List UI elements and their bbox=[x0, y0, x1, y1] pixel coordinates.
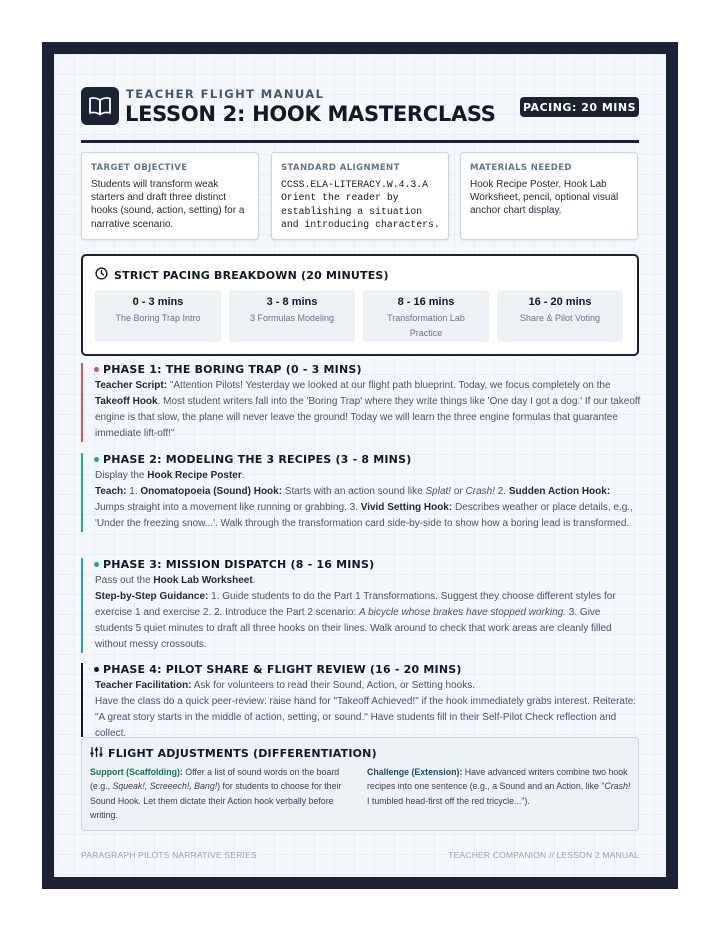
sliders-icon bbox=[90, 746, 103, 761]
teacher-script-label: Teacher Script: bbox=[95, 380, 168, 391]
pacing-step-label: Share & Pilot Voting bbox=[519, 313, 601, 323]
teach-paragraph bbox=[95, 484, 641, 532]
example-word: Splat! bbox=[425, 486, 452, 497]
example-word: Crash! bbox=[604, 781, 631, 792]
takeoff-hook-term: Takeoff Hook bbox=[95, 396, 158, 407]
dark-dot-icon bbox=[94, 667, 99, 672]
example-word: Crash! bbox=[465, 486, 495, 497]
pacing-step-label: The Boring Trap Intro bbox=[115, 313, 201, 323]
sound-words: Squeak!, Screeech!, Bang! bbox=[112, 781, 218, 792]
materials-needed-card bbox=[460, 152, 638, 240]
teach-label: Teach: bbox=[95, 486, 127, 497]
challenge-label: Challenge (Extension): bbox=[367, 767, 463, 777]
card-label: TARGET OBJECTIVE bbox=[91, 163, 188, 173]
pacing-step-time: 16 - 20 mins bbox=[528, 296, 592, 308]
footer-companion: TEACHER COMPANION // LESSON 2 MANUAL bbox=[448, 850, 639, 860]
script-text: "Attention Pilots! Yesterday we looked at our flight path blueprint. Today, we focus completely on the bbox=[167, 380, 611, 391]
text: I tumbled head-first off the red tricycle..."). bbox=[367, 795, 530, 806]
adjustments-heading bbox=[90, 746, 377, 761]
pacing-step-time: 3 - 8 mins bbox=[266, 296, 318, 308]
text: or bbox=[451, 486, 466, 497]
lesson-title: LESSON 2: HOOK MASTERCLASS bbox=[125, 102, 496, 126]
footer-series: PARAGRAPH PILOTS NARRATIVE SERIES bbox=[81, 850, 257, 860]
phase-1 bbox=[81, 363, 641, 442]
card-label: MATERIALS NEEDED bbox=[470, 163, 572, 173]
peer-review-paragraph: Have the class do a quick peer-review: raise hand for "Takeoff Achieved!" if the hook immediately grabs interest. Reiterate: "A great story starts in the middle of action, setting, or sound." Have students fill in their Self-Pilot Check reflection and collect. bbox=[95, 696, 637, 737]
header-divider bbox=[81, 140, 639, 143]
text: Jumps straight into a movement like running or grabbing. 3. bbox=[95, 502, 361, 513]
pacing-breakdown bbox=[81, 254, 639, 356]
red-dot-icon bbox=[94, 367, 99, 372]
phase-title: PHASE 1: THE BORING TRAP (0 - 3 MINS) bbox=[103, 363, 362, 376]
text: Display the bbox=[95, 470, 148, 481]
phase-3-heading bbox=[94, 558, 641, 571]
clock-icon bbox=[95, 267, 108, 283]
pacing-step-label: 3 Formulas Modeling bbox=[249, 313, 335, 323]
pacing-title-row bbox=[95, 267, 389, 283]
pacing-step-time: 8 - 16 mins bbox=[397, 296, 455, 308]
guidance-label: Step-by-Step Guidance: bbox=[95, 591, 209, 602]
text: . bbox=[241, 470, 245, 481]
open-book-icon bbox=[81, 87, 119, 125]
phase-4 bbox=[81, 663, 641, 737]
setting-hook-term: Vivid Setting Hook: bbox=[360, 502, 453, 513]
card-text: CCSS.ELA-LITERACY.W.4.3.A Orient the reader by establishing a situation and introducing characters. bbox=[281, 179, 440, 230]
support-label: Support (Scaffolding): bbox=[90, 767, 183, 777]
flight-adjustments bbox=[81, 737, 639, 831]
pacing-step bbox=[229, 290, 355, 342]
phase-4-heading bbox=[94, 663, 641, 676]
adjustments-title: FLIGHT ADJUSTMENTS (DIFFERENTIATION) bbox=[108, 747, 377, 760]
phase-1-heading bbox=[94, 363, 641, 376]
pacing-step-label: Transformation Lab Practice bbox=[387, 313, 465, 338]
phase-3 bbox=[81, 558, 641, 653]
facilitation-line bbox=[95, 678, 641, 694]
text: 1. Guide students to do the Part 1 Transformations. Suggest they choose different styles for exercise 1 and exercise 2. 2. Introduce the Part 2 scenario: bbox=[95, 591, 616, 618]
phase-body bbox=[95, 573, 641, 653]
green-dot-icon bbox=[94, 457, 99, 462]
standard-alignment-card bbox=[271, 152, 449, 240]
page-frame bbox=[42, 42, 678, 889]
text: 2. bbox=[494, 486, 509, 497]
pacing-step bbox=[95, 290, 221, 342]
card-text: Students will transform weak starters and draft three distinct hooks (sound, action, setting) for a narrative scenario. bbox=[91, 179, 245, 230]
phase-title: PHASE 4: PILOT SHARE & FLIGHT REVIEW (16 - 20 MINS) bbox=[103, 663, 462, 676]
text: Have advanced writers combine two hook recipes into one sentence (e.g., a Sound and an Action, like " bbox=[367, 767, 628, 792]
text: 1. bbox=[126, 486, 141, 497]
phase-body bbox=[95, 468, 641, 532]
guidance-paragraph bbox=[95, 589, 641, 653]
sound-hook-term: Onomatopoeia (Sound) Hook: bbox=[140, 486, 283, 497]
pacing-step-time: 0 - 3 mins bbox=[132, 296, 184, 308]
text: Ask for volunteers to read their Sound, Action, or Setting hooks. bbox=[191, 680, 476, 691]
phase-2 bbox=[81, 453, 641, 532]
facilitation-label: Teacher Facilitation: bbox=[95, 680, 192, 691]
text: Describes weather or place details, e.g., 'Under the freezing snow...'. Walk through the transformation card side-by-side to show how a boring lead is transformed. bbox=[95, 502, 633, 529]
target-objective-card bbox=[81, 152, 259, 240]
text: . bbox=[252, 575, 256, 586]
display-line bbox=[95, 468, 641, 484]
phase-title: PHASE 3: MISSION DISPATCH (8 - 16 MINS) bbox=[103, 558, 375, 571]
text: Offer a list of sound words on the board (e.g., bbox=[90, 767, 340, 792]
text: Starts with an action sound like bbox=[282, 486, 426, 497]
pass-out-line bbox=[95, 573, 641, 589]
phase-body bbox=[95, 378, 641, 442]
pacing-title: STRICT PACING BREAKDOWN (20 MINUTES) bbox=[114, 268, 389, 282]
action-hook-term: Sudden Action Hook: bbox=[508, 486, 611, 497]
pacing-step bbox=[497, 290, 623, 342]
manual-kicker: TEACHER FLIGHT MANUAL bbox=[126, 87, 325, 101]
hook-recipe-poster-term: Hook Recipe Poster bbox=[147, 470, 242, 481]
support-column bbox=[90, 765, 355, 822]
phase-2-heading bbox=[94, 453, 641, 466]
pacing-step bbox=[363, 290, 489, 342]
script-text: . Most student writers fall into the 'Boring Trap' where they write things like 'One day I got a dog.' If our takeoff engine is that slow, the plane will never leave the ground! Today we will learn the three engine formulas that guarantee immediate lift-off!" bbox=[95, 396, 641, 439]
text: Pass out the bbox=[95, 575, 154, 586]
text: ) for students to choose for their Sound Hook. Let them dictate their Action hook verbally before writing. bbox=[90, 781, 342, 820]
phase-body bbox=[95, 678, 641, 737]
manual-page bbox=[54, 54, 666, 877]
challenge-column bbox=[367, 765, 632, 808]
card-label: STANDARD ALIGNMENT bbox=[281, 163, 400, 173]
blue-dot-icon bbox=[94, 562, 99, 567]
phase-title: PHASE 2: MODELING THE 3 RECIPES (3 - 8 MINS) bbox=[103, 453, 412, 466]
pacing-badge: PACING: 20 MINS bbox=[520, 97, 639, 117]
hook-lab-worksheet-term: Hook Lab Worksheet bbox=[153, 575, 253, 586]
scenario-text: A bicycle whose brakes have stopped working. bbox=[359, 607, 567, 618]
card-text: Hook Recipe Poster, Hook Lab Worksheet, pencil, optional visual anchor chart display. bbox=[470, 179, 619, 217]
text: 3. Give students 5 quiet minutes to draft all three hooks on their lines. Walk around to check that work areas are cleanly filled without messy crossouts. bbox=[95, 607, 612, 650]
